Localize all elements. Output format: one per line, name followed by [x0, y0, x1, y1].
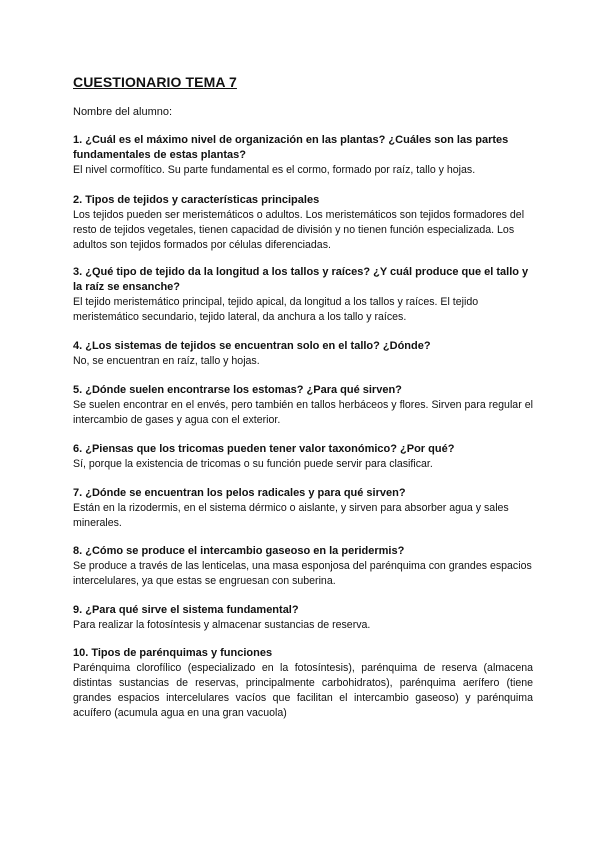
question-text: 8. ¿Cómo se produce el intercambio gaseoso en la peridermis? [73, 545, 405, 557]
question-text: 1. ¿Cuál es el máximo nivel de organización en las plantas? ¿Cuáles son las partes fundamentales de estas plantas? [73, 134, 509, 161]
question-block-2 [73, 193, 533, 253]
question-text: 4. ¿Los sistemas de tejidos se encuentran solo en el tallo? ¿Dónde? [73, 340, 431, 352]
question-text: 2. Tipos de tejidos y características principales [73, 194, 320, 206]
answer-text: Los tejidos pueden ser meristemáticos o adultos. Los meristemáticos son tejidos formadores del resto de tejidos vegetales, tienen capacidad de división y no tienen función especializada. Los adultos son tejidos formados por células diferenciadas. [73, 209, 525, 251]
answer-text: Se produce a través de las lenticelas, una masa esponjosa del parénquima con grandes espacios intercelulares, ya que estas se engruesan con suberina. [73, 560, 532, 587]
question-text: 5. ¿Dónde suelen encontrarse los estomas? ¿Para qué sirven? [73, 384, 402, 396]
answer-text: El tejido meristemático principal, tejido apical, da longitud a los tallos y raíces. El tejido meristemático secundario, tejido lateral, da anchura a los tallo y raíces. [73, 296, 479, 323]
question-block-5 [73, 383, 533, 428]
answer-text: Parénquima clorofílico (especializado en la fotosíntesis), parénquima de reserva (almacena distintas sustancias de reservas, principalmente carbohidratos), parénquima aerífero (tiene grandes espacios intercelulares vacíos que facilitan el intercambio gaseoso) y parénquima acuífero (acumula agua en una gran vacuola) [73, 662, 533, 719]
question-block-4 [73, 339, 533, 369]
question-text: 9. ¿Para qué sirve el sistema fundamental? [73, 604, 299, 616]
page-title: CUESTIONARIO TEMA 7 [73, 74, 237, 90]
answer-text: No, se encuentran en raíz, tallo y hojas. [73, 355, 260, 367]
question-block-8 [73, 544, 533, 589]
question-block-10 [73, 646, 533, 721]
student-name-label: Nombre del alumno: [73, 106, 173, 118]
answer-text: El nivel cormofítico. Su parte fundamental es el cormo, formado por raíz, tallo y hojas. [73, 164, 476, 176]
question-block-6 [73, 442, 533, 472]
answer-text: Están en la rizodermis, en el sistema dérmico o aislante, y sirven para absorber agua y sales minerales. [73, 502, 509, 529]
answer-text: Se suelen encontrar en el envés, pero también en tallos herbáceos y flores. Sirven para regular el intercambio de gases y agua con el exterior. [73, 399, 533, 426]
question-text: 7. ¿Dónde se encuentran los pelos radicales y para qué sirven? [73, 487, 406, 499]
question-text: 6. ¿Piensas que los tricomas pueden tener valor taxonómico? ¿Por qué? [73, 443, 455, 455]
question-text: 3. ¿Qué tipo de tejido da la longitud a los tallos y raíces? ¿Y cuál produce que el tallo y la raíz se ensanche? [73, 266, 529, 293]
question-text: 10. Tipos de parénquimas y funciones [73, 647, 273, 659]
question-block-3 [73, 265, 533, 325]
answer-text: Para realizar la fotosíntesis y almacenar sustancias de reserva. [73, 619, 371, 631]
question-block-1 [73, 133, 533, 178]
answer-text: Sí, porque la existencia de tricomas o su función puede servir para clasificar. [73, 458, 433, 470]
question-block-7 [73, 486, 533, 531]
question-block-9 [73, 603, 533, 633]
